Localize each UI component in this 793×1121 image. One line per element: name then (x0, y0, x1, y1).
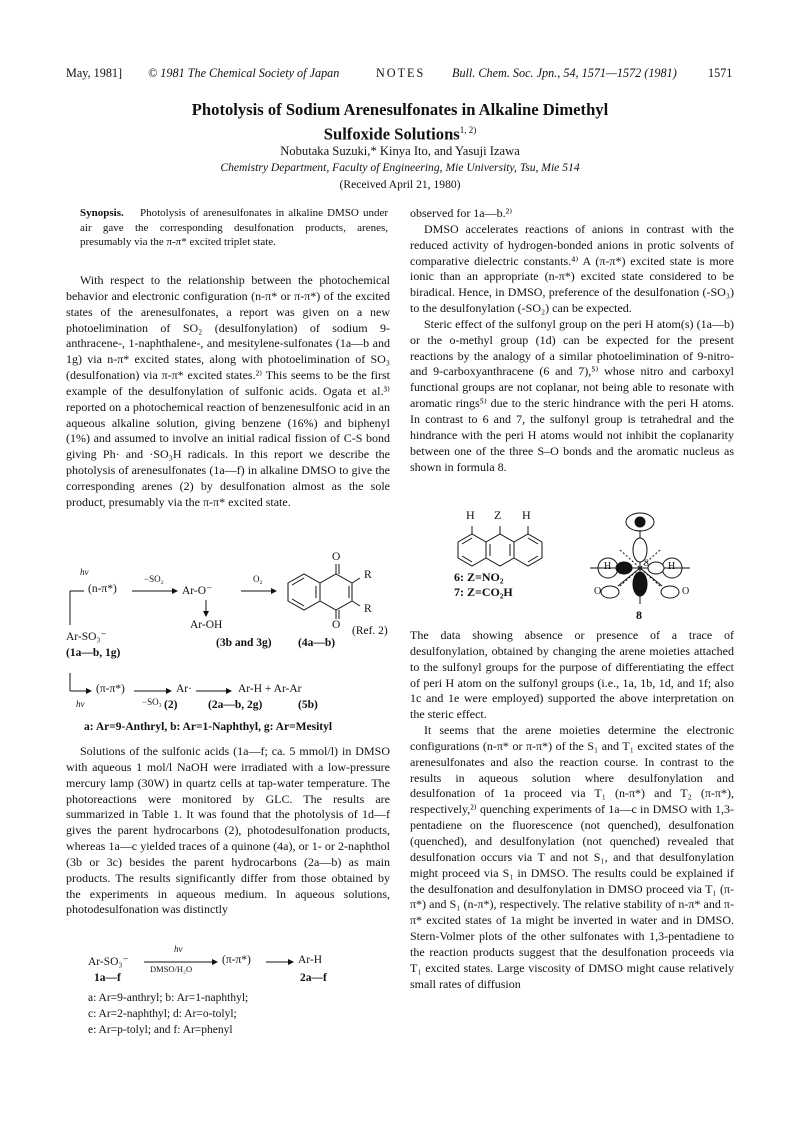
paragraph: DMSO accelerates reactions of anions in contrast with the reduced activity of hydrogen-bonded anions in protic solvents of comparative dielectric constants.⁴⁾ A (π-π*) excited state is more ionic than an appropriate (n-π*) excited state considered to be biradical. Hence, in DMSO, preference of the desulfonation (-SO₃) to the desulfonylation (-SO₂) can be expected. (410, 221, 734, 316)
sulfur-atom: S (644, 558, 650, 568)
affiliation: Chemistry Department, Faculty of Engineering, Mie University, Tsu, Mie 514 (220, 161, 580, 174)
compound-2a-label: (2a—b, 2g) (208, 699, 263, 711)
arenesulfonate: Ar-SO₃⁻ (88, 956, 129, 968)
header-journal: Bull. Chem. Soc. Jpn., 54, 1571—1572 (1981) (452, 66, 677, 80)
hv-label: hν (80, 567, 89, 577)
running-header (66, 66, 736, 84)
left-body-middle (66, 744, 390, 918)
compound-2-label: 2a—f (300, 972, 327, 984)
peri-h-right: H (522, 508, 531, 522)
compound-2-label: (2) (164, 699, 178, 711)
title-line-2: Sulfoxide Solutions (323, 124, 460, 144)
quinone-r-bottom: R (364, 603, 372, 615)
arenesulfonate: Ar-SO₃⁻ (66, 631, 107, 643)
legend-line-2: c: Ar=2-naphthyl; d: Ar=o-tolyl; (88, 1008, 237, 1020)
compound-1-label: 1a—f (94, 972, 121, 984)
paragraph: Steric effect of the sulfonyl group on the peri H atom(s) (1a—b) or the o-methyl group (1d) can be expected for the present reactions by the analogy of a similar photoelimination of 9-nitro- and 9-carboxyanthracene (6 and 7),⁵⁾ whose nitro and carboxyl functional groups are not coplanar, not being able to resonate with aromatic rings⁵⁾ due to the steric hindrance with the peri H atoms. In contrast to 6 and 7, the sulfonyl group is tetrahedral and the hindrance with the peri H atoms would not inhibit the coplanarity between one of the three S–O bonds and the aromatic nucleus as shown in formula 8. (410, 316, 734, 474)
synopsis-text: Photolysis of arenesulfonates in alkaline DMSO under air gave the corresponding desulfonation products, arenes, presumably via the π-π* excited triplet state. (80, 207, 388, 249)
paragraph: Solutions of the sulfonic acids (1a—f; ca. 5 mmol/l) in DMSO with aqueous 1 mol/l NaOH were irradiated with a low-pressure mercury lamp (30W) in quartz cells at tap-water temperature. The photoreactions were monitored by GLC. The results are summarized in Table 1. It was found that the photolysis of 1d—f gives the parent hydrocarbons (2), photodesulfonation products, whereas 1a—c yielded traces of a quinone (4a), or 1- or 2-naphthol (3b or 3c) besides the parent hydrocarbons (2a—b) as main products. The results significantly differ from those obtained by the experiments in aqueous medium. In aqueous solutions, photodesulfonation was distinctly (66, 744, 390, 917)
scheme-1-legend: a: Ar=9-Anthryl, b: Ar=1-Naphthyl, g: Ar=Mesityl (84, 721, 333, 733)
article-title (100, 99, 700, 145)
header-date: May, 1981] (66, 66, 123, 80)
compound-4-label: (4a—b) (298, 637, 336, 649)
hv-label-2: hν (76, 699, 85, 709)
left-body-top (66, 273, 390, 511)
paragraph: observed for 1a—b.²⁾ (410, 206, 513, 220)
aryl-radical: Ar· (176, 683, 192, 695)
minus-so3: −SO₃ (142, 697, 162, 707)
orbital-h-left: H (604, 561, 612, 572)
solvent-label: DMSO/H₂O (150, 964, 193, 974)
header-copyright: © 1981 The Chemical Society of Japan (148, 66, 340, 80)
scheme-2-arrows (88, 946, 388, 986)
paragraph: It seems that the arene moieties determine the electronic configurations (n-π* or π-π*) of the S₁ and T₁ excited states of the arenesulfonates and also the reaction course. In contrast to the results in aqueous solution where desulfonylation and desulfonation of 1a proceed via T₁ (n-π*) and T₂ (π-π*), respectively,²⁾ quenching experiments of 1a—c in DMSO with 1,3-pentadiene on the fluorescence (not quenched), desulfonation (quenched), and desulfonylation (not quenched) revealed that desulfonation occurs via T and not S₁, and that desulfonylation might proceed via S₁ in DMSO. The results could be explained if the desulfonation and desulfonylation in DMSO proceed via T₁ (π-π*) and S₁ (n-π*), respectively. The relative stability of n-π* and π-π* excited states of 1a might be inverted in water and in DMSO. Stern-Volmer plots of the other sulfonates with 1,3-pentadiene to the reaction products suggest that the desulfonation proceeds via T₁ excited states. Large viscosity of DMSO might cause relatively small rates of diffusion (410, 723, 734, 991)
oxygen-left: O (594, 586, 602, 597)
orbital-h-right: H (668, 561, 676, 572)
authors: Nobutaka Suzuki,* Kinya Ito, and Yasuji Izawa (280, 144, 520, 158)
products: Ar-H + Ar-Ar (238, 683, 302, 695)
synopsis-label: Synopsis. (80, 207, 124, 219)
oxygen-right: O (682, 586, 690, 597)
legend-line-1: a: Ar=9-anthryl; b: Ar=1-naphthyl; (88, 992, 249, 1004)
quinone-r-top: R (364, 569, 372, 581)
received-date: (Received April 21, 1980) (339, 178, 461, 191)
structure-drawings (440, 508, 730, 626)
minus-so2: −SO₂ (144, 574, 164, 584)
compound-6-label: 6: Z=NO₂ (454, 570, 504, 584)
title-refs: 1, 2) (459, 125, 477, 135)
formula-8-label: 8 (636, 608, 642, 622)
header-page-number: 1571 (708, 66, 733, 80)
pi-pi-state: (π-π*) (222, 954, 251, 966)
paragraph: With respect to the relationship between the photochemical behavior and electronic configuration (n-π* or π-π*) of the excited states of the arenesulfonates, a report was given on a new photoelimination of SO₂ (desulfonylation) of sodium 9-anthracene-, 1-naphthalene-, and mesitylene-sulfonates (1a—b and 1g) via n-π* excited states, along with photoelimination of SO₃ (desulfonation) via π-π* excited states.²⁾ This seems to be the first example of the desulfonylation of sulfonic acids. Ogata et al.³⁾ reported on a photochemical reaction of benzenesulfonic acid in an aqueous alkaline solution, giving benzene (16%) and biphenyl (1%) and assumed to involve an initial radical fission of C-S bond giving Ph· and ·SO₃H radicals. In this report we describe the photolysis of arenesulfonates (1a—f) in alkaline DMSO to give the corresponding arenes (2) by desulfonation almost as the sole product, presumably via the π-π* excited state. (66, 273, 390, 509)
title-line-1: Photolysis of Sodium Arenesulfonates in Alkaline Dimethyl (191, 100, 609, 119)
structure-figure (440, 508, 730, 626)
reaction-scheme-1 (66, 551, 396, 739)
compound-3-label: (3b and 3g) (216, 637, 272, 649)
compound-1-label: (1a—b, 1g) (66, 647, 121, 659)
aryloxide: Ar-O⁻ (182, 585, 213, 597)
compound-5-label: (5b) (298, 699, 318, 711)
o2-label: O₂ (253, 574, 263, 584)
quinone-o-top: O (332, 551, 341, 563)
synopsis (80, 206, 388, 250)
z-substituent: Z (494, 508, 502, 522)
formula-8-orbitals (590, 513, 690, 604)
paragraph: The data showing absence or presence of a trace of desulfonylation, obtained by changing the arene moieties attached to the sulfonyl groups for the purpose of differentiating the effect of peri H atom on the sulfonyl groups (i.e., 1a, 1b, 1d, and 1f; also 1c and 1e were employed) supported the above interpretation on the steric effect. (410, 628, 734, 722)
peri-h-left: H (466, 508, 475, 522)
anthracene-structure (458, 526, 542, 566)
right-body-bottom (410, 628, 734, 992)
arene-product: Ar-H (298, 954, 323, 966)
n-pi-state: (n-π*) (88, 583, 117, 595)
right-body-top (410, 206, 734, 475)
hv-label: hν (174, 944, 183, 954)
compound-7-label: 7: Z=CO₂H (454, 585, 513, 599)
quinone-o-bottom: O (332, 619, 341, 631)
header-section: NOTES (376, 66, 426, 80)
reaction-scheme-2 (88, 946, 388, 1036)
ref-label: (Ref. 2) (352, 625, 388, 637)
pi-pi-state: (π-π*) (96, 683, 125, 695)
arenol: Ar-OH (190, 619, 223, 631)
legend-line-3: e: Ar=p-tolyl; and f: Ar=phenyl (88, 1024, 233, 1036)
